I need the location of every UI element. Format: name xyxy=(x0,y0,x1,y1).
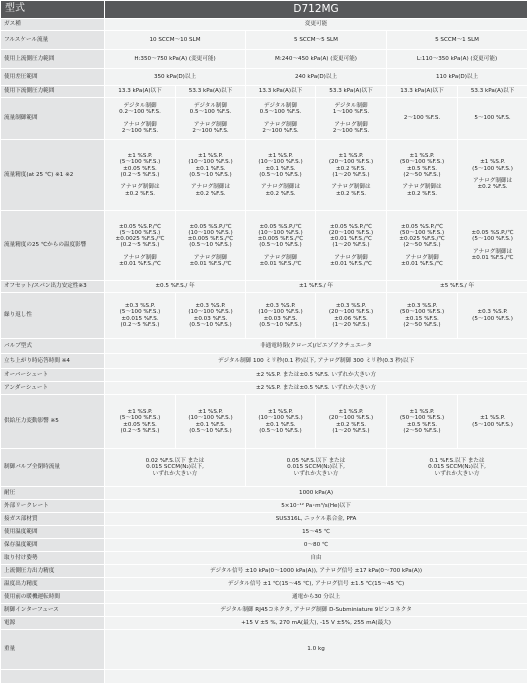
table-row xyxy=(1,552,527,565)
table-header-row xyxy=(1,1,527,19)
table-row xyxy=(1,31,527,50)
spec-value-cell: 2〜100 %F.S. xyxy=(387,98,458,140)
row-label: 使用温度範囲 xyxy=(1,526,105,539)
spec-value-cell: 5 SCCM〜5 SLM xyxy=(246,31,387,50)
spec-value-cell: 変更可能 xyxy=(105,19,527,31)
row-label: 外部リークレート xyxy=(1,500,105,513)
row-label: 温度出力精度 xyxy=(1,578,105,591)
table-row xyxy=(1,86,527,98)
row-label: 立ち上がり時応答時間 ※4 xyxy=(1,354,105,369)
spec-value-cell: デジタル制御 0.5〜100 %F.S. アナログ制御 2〜100 %F.S. xyxy=(246,98,316,140)
spec-value-cell: 0〜80 ℃ xyxy=(105,539,527,552)
spec-value-cell: 非通電時閉(クローズ)/ピエゾアクチュエータ xyxy=(105,339,527,354)
table-row xyxy=(1,617,527,630)
spec-value-cell: ±0.05 %S.P./℃ (10〜100 %F.S.) ±0.005 %F.S./℃ (0.5〜10 %F.S.) アナログ制御 ±0.01 %F.S./℃ xyxy=(176,211,246,281)
spec-value-cell: ±2 %S.P. または±0.5 %F.S. いずれか大きい方 xyxy=(105,382,527,395)
spec-value-cell: 0.02 %F.S.以下 または 0.015 SCCM(N₂)以下, いずれか大きい方 xyxy=(105,449,246,487)
table-row xyxy=(1,565,527,578)
spec-value-cell: 5 SCCM〜1 SLM xyxy=(387,31,527,50)
spec-value-cell: 自由 xyxy=(105,552,527,565)
row-label: 使用上流側圧力範囲 xyxy=(1,50,105,69)
row-label: 使用差圧範囲 xyxy=(1,69,105,86)
spec-value-cell: 5×10⁻¹² Pa･m³/s(He)以下 xyxy=(105,500,527,513)
row-label: アンダーシュート xyxy=(1,382,105,395)
table-row xyxy=(1,369,527,382)
spec-value-cell: 0.05 %F.S.以下 または 0.015 SCCM(N₂)以下, いずれか大きい方 xyxy=(246,449,387,487)
table-row xyxy=(1,539,527,552)
spec-value-cell: 1000 kPa(A) xyxy=(105,487,527,500)
table-row xyxy=(1,69,527,86)
spec-value-cell: ±0.3 %S.P. (20〜100 %F.S.) ±0.06 %F.S. (1〜20 %F.S.) xyxy=(316,293,387,339)
spec-value-cell: 13.3 kPa(A)以下 xyxy=(246,86,316,98)
table-row xyxy=(1,513,527,526)
spec-value-cell: ±1 %F.S./ 年 xyxy=(246,281,387,293)
spec-value-cell: 13.3 kPa(A)以下 xyxy=(105,86,176,98)
spec-value-cell: 53.3 kPa(A)以下 xyxy=(458,86,527,98)
table-row xyxy=(1,449,527,487)
spec-value-cell: ±1 %S.P. (50〜100 %F.S.) ±0.5 %F.S. (2〜50 %F.S.) アナログ制御は ±0.2 %F.S. xyxy=(387,140,458,211)
spec-value-cell: ±1 %S.P. (50〜100 %F.S.) ±0.5 %F.S. (2〜50 %F.S.) xyxy=(387,395,458,449)
spec-value-cell: ±1 %S.P. (10〜100 %F.S.) ±0.1 %F.S. (0.5〜10 %F.S.) アナログ制御は ±0.2 %F.S. xyxy=(176,140,246,211)
spec-value-cell: ±1 %S.P. (5〜100 %F.S.) xyxy=(458,395,527,449)
row-label: 電源 xyxy=(1,617,105,630)
spec-value-cell: ±0.05 %S.P./℃ (5〜100 %F.S.) アナログ制御は ±0.01 %F.S./℃ xyxy=(458,211,527,281)
spec-value-cell: ±1 %S.P. (20〜100 %F.S.) ±0.2 %F.S. (1〜20 %F.S.) xyxy=(316,395,387,449)
row-label: 流量制御範囲 xyxy=(1,98,105,140)
row-label: 制御バルブ全閉時流量 xyxy=(1,449,105,487)
row-label: ガス種 xyxy=(1,19,105,31)
table-row xyxy=(1,382,527,395)
spec-value-cell: デジタル制御 0.5〜100 %F.S. アナログ制御 2〜100 %F.S. xyxy=(176,98,246,140)
spec-value-cell: 5〜100 %F.S. xyxy=(458,98,527,140)
model-name: D712MG xyxy=(105,1,527,19)
spec-value-cell: M:240〜450 kPa(A) (変更可能) xyxy=(246,50,387,69)
spec-value-cell: ±0.5 %F.S./ 年 xyxy=(105,281,246,293)
spec-value-cell: デジタル制御 1〜100 %F.S. アナログ制御 2〜100 %F.S. xyxy=(316,98,387,140)
spec-value-cell: 240 kPa(D)以上 xyxy=(246,69,387,86)
table-row xyxy=(1,670,527,684)
spec-value-cell xyxy=(105,670,527,684)
table-row xyxy=(1,578,527,591)
spec-value-cell: 0.1 %F.S.以下 または 0.015 SCCM(N₂)以下, いずれか大きい方 xyxy=(387,449,527,487)
table-row xyxy=(1,630,527,670)
spec-value-cell: ±0.3 %S.P. (10〜100 %F.S.) ±0.03 %F.S. (0.5〜10 %F.S.) xyxy=(176,293,246,339)
spec-value-cell: ±0.05 %S.P./℃ (10〜100 %F.S.) ±0.005 %F.S./℃ (0.5〜10 %F.S.) アナログ制御 ±0.01 %F.S./℃ xyxy=(246,211,316,281)
spec-value-cell: ±1 %S.P. (5〜100 %F.S.) アナログ制御は ±0.2 %F.S. xyxy=(458,140,527,211)
table-row xyxy=(1,19,527,31)
row-label: オフセット/スパン出力安定性※3 xyxy=(1,281,105,293)
row-label: 制御インターフェース xyxy=(1,604,105,617)
row-label: バルブ型式 xyxy=(1,339,105,354)
spec-value-cell: ±1 %S.P. (10〜100 %F.S.) ±0.1 %F.S. (0.5〜10 %F.S.) xyxy=(246,395,316,449)
table-row xyxy=(1,604,527,617)
spec-value-cell: ±1 %S.P. (20〜100 %F.S.) ±0.2 %F.S. (1〜20 %F.S.) アナログ制御は ±0.2 %F.S. xyxy=(316,140,387,211)
spec-value-cell: 110 kPa(D)以上 xyxy=(387,69,527,86)
table-row xyxy=(1,526,527,539)
row-label: 接ガス部材質 xyxy=(1,513,105,526)
row-label: 使用下流側圧力範囲 xyxy=(1,86,105,98)
header-label: 型式 xyxy=(1,1,105,19)
spec-value-cell: +15 V ±5 %, 270 mA(最大), -15 V ±5%, 255 mA(最大) xyxy=(105,617,527,630)
table-row xyxy=(1,395,527,449)
table-row xyxy=(1,500,527,513)
row-label: フルスケール流量 xyxy=(1,31,105,50)
table-row xyxy=(1,211,527,281)
table-row xyxy=(1,50,527,69)
table-row xyxy=(1,339,527,354)
spec-value-cell: デジタル制御 RJ45コネクタ, アナログ制御 D-Subminiature 9ピンコネクタ xyxy=(105,604,527,617)
table-row xyxy=(1,487,527,500)
row-label: 使用前の暖機運転時間 xyxy=(1,591,105,604)
row-label: 流量精度(at 25 ℃) ※1 ※2 xyxy=(1,140,105,211)
spec-value-cell: デジタル制御 100 ミリ秒(0.1 秒)以下, アナログ制御 300 ミリ秒(0.3 秒)以下 xyxy=(105,354,527,369)
spec-value-cell: 10 SCCM〜10 SLM xyxy=(105,31,246,50)
spec-value-cell: 15〜45 ℃ xyxy=(105,526,527,539)
spec-value-cell: デジタル信号 ±10 kPa(0〜1000 kPa(A)), アナログ信号 ±17 kPa(0〜700 kPa(A)) xyxy=(105,565,527,578)
row-label: 繰り返し性 xyxy=(1,293,105,339)
spec-value-cell: 1.0 kg xyxy=(105,630,527,670)
spec-value-cell: 通電から30 分以上 xyxy=(105,591,527,604)
row-label: 上流側圧力出力精度 xyxy=(1,565,105,578)
spec-value-cell: デジタル制御 0.2〜100 %F.S. アナログ制御 2〜100 %F.S. xyxy=(105,98,176,140)
spec-value-cell: ±0.05 %S.P./℃ (5〜100 %F.S.) ±0.0025 %F.S./℃ (0.2〜5 %F.S.) アナログ制御 ±0.01 %F.S./℃ xyxy=(105,211,176,281)
spec-value-cell: SUS316L, ニッケル系合金, PFA xyxy=(105,513,527,526)
table-row xyxy=(1,98,527,140)
row-label: 供給圧力変動影響 ※5 xyxy=(1,395,105,449)
spec-value-cell: ±5 %F.S./ 年 xyxy=(387,281,527,293)
spec-value-cell: ±0.05 %S.P./℃ (50〜100 %F.S.) ±0.025 %F.S./℃ (2〜50 %F.S.) アナログ制御 ±0.01 %F.S./℃ xyxy=(387,211,458,281)
row-label: 耐圧 xyxy=(1,487,105,500)
table-row xyxy=(1,140,527,211)
row-label: 保存温度範囲 xyxy=(1,539,105,552)
spec-value-cell: 53.3 kPa(A)以下 xyxy=(316,86,387,98)
spec-value-cell: 53.3 kPa(A)以下 xyxy=(176,86,246,98)
spec-value-cell: L:110〜350 kPa(A) (変更可能) xyxy=(387,50,527,69)
spec-value-cell: ±0.3 %S.P. (10〜100 %F.S.) ±0.03 %F.S. (0.5〜10 %F.S.) xyxy=(246,293,316,339)
spec-value-cell: H:350〜750 kPa(A) (変更可能) xyxy=(105,50,246,69)
spec-value-cell: ±0.05 %S.P./℃ (20〜100 %F.S.) ±0.01 %F.S./℃ (1〜20 %F.S.) アナログ制御 ±0.01 %F.S./℃ xyxy=(316,211,387,281)
spec-value-cell: ±2 %S.P. または±0.5 %F.S. いずれか大きい方 xyxy=(105,369,527,382)
spec-value-cell: デジタル信号 ±1 ℃(15〜45 ℃), アナログ信号 ±1.5 ℃(15〜45 ℃) xyxy=(105,578,527,591)
row-label: オーバーシュート xyxy=(1,369,105,382)
spec-value-cell: ±0.3 %S.P. (5〜100 %F.S.) ±0.015 %F.S. (0.2〜5 %F.S.) xyxy=(105,293,176,339)
table-row xyxy=(1,354,527,369)
spec-value-cell: ±0.3 %S.P. (5〜100 %F.S.) xyxy=(458,293,527,339)
spec-value-cell: ±1 %S.P. (5〜100 %F.S.) ±0.05 %F.S. (0.2〜5 %F.S.) アナログ制御は ±0.2 %F.S. xyxy=(105,140,176,211)
row-label xyxy=(1,670,105,684)
spec-value-cell: ±1 %S.P. (10〜100 %F.S.) ±0.1 %F.S. (0.5〜10 %F.S.) xyxy=(176,395,246,449)
row-label: 重量 xyxy=(1,630,105,670)
table-row xyxy=(1,281,527,293)
row-label: 流量精度の25 ℃からの温度影響 xyxy=(1,211,105,281)
spec-value-cell: ±1 %S.P. (5〜100 %F.S.) ±0.05 %F.S. (0.2〜5 %F.S.) xyxy=(105,395,176,449)
table-row xyxy=(1,591,527,604)
spec-value-cell: ±0.3 %S.P. (50〜100 %F.S.) ±0.15 %F.S. (2〜50 %F.S.) xyxy=(387,293,458,339)
spec-value-cell: ±1 %S.P. (10〜100 %F.S.) ±0.1 %F.S. (0.5〜10 %F.S.) アナログ制御は ±0.2 %F.S. xyxy=(246,140,316,211)
table-row xyxy=(1,293,527,339)
spec-value-cell: 350 kPa(D)以上 xyxy=(105,69,246,86)
spec-value-cell: 13.3 kPa(A)以下 xyxy=(387,86,458,98)
row-label: 取り付け姿勢 xyxy=(1,552,105,565)
